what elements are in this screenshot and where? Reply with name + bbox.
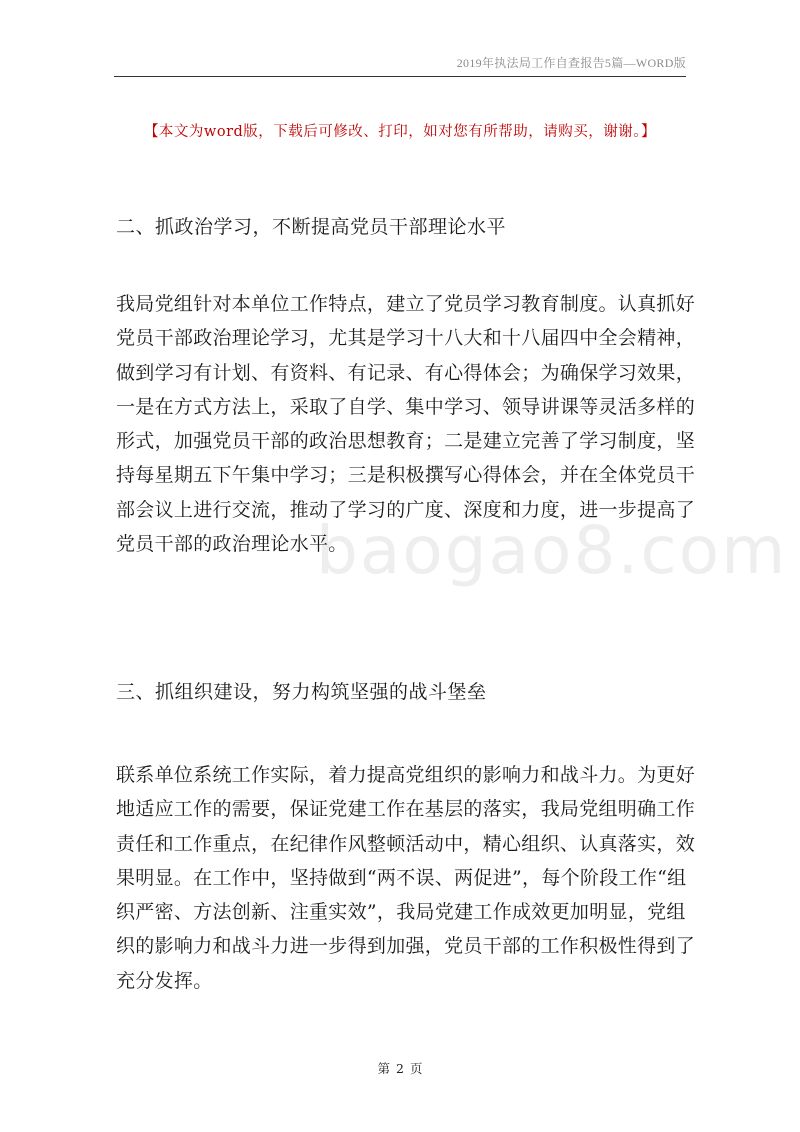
paragraph-line: 联系单位系统工作实际，着力提高党组织的影响力和战斗力。为更好: [116, 764, 696, 786]
paragraph-line: 部会议上进行交流，推动了学习的广度、深度和力度，进一步提高了: [116, 498, 696, 521]
word-version-notice: 【本文为word版，下载后可修改、打印，如对您有所帮助，请购买，谢谢。】: [143, 124, 657, 140]
section-heading: 三、抓组织建设，努力构筑坚强的战斗堡垒: [116, 681, 487, 703]
page-number-suffix: 页: [409, 1061, 423, 1076]
page-footer: [0, 1059, 800, 1077]
page-number: 2: [396, 1061, 404, 1076]
paragraph-line: 做到学习有计划、有资料、有记录、有心得体会；为确保学习效果，: [116, 361, 696, 384]
paragraph-line: 果明显。在工作中，坚持做到“两不误、两促进”，每个阶段工作“组: [116, 866, 687, 889]
paragraph-line: 持每星期五下午集中学习；三是积极撰写心得体会，并在全体党员干: [116, 464, 696, 487]
page-number-prefix: 第: [377, 1061, 391, 1076]
header-title: 2019年执法局工作自查报告5篇—WORD版: [456, 56, 686, 70]
paragraph-line: 充分发挥。: [116, 969, 213, 992]
paragraph-line: 责任和工作重点，在纪律作风整顿活动中，精心组织、认真落实，效: [116, 832, 696, 855]
paragraph-line: 地适应工作的需要，保证党建工作在基层的落实，我局党组明确工作: [116, 798, 696, 821]
paragraph-line: 一是在方式方法上，采取了自学、集中学习、领导讲课等灵活多样的: [116, 395, 696, 418]
section-paragraph: [116, 287, 696, 561]
watermark-text: baogao8.com: [316, 512, 788, 589]
paragraph-line: 形式，加强党员干部的政治思想教育；二是建立完善了学习制度，坚: [116, 430, 696, 453]
paragraph-line: 我局党组针对本单位工作特点，建立了党员学习教育制度。认真抓好: [116, 293, 696, 315]
paragraph-line: 织严密、方法创新、注重实效”，我局党建工作成效更加明显，党组: [116, 901, 686, 924]
paragraph-line: 党员干部政治理论学习，尤其是学习十八大和十八届四中全会精神，: [116, 327, 696, 350]
header-divider: [114, 76, 686, 77]
paragraph-line: 织的影响力和战斗力进一步得到加强，党员干部的工作积极性得到了: [116, 935, 696, 958]
paragraph-line: 党员干部的政治理论水平。: [116, 533, 348, 556]
section-heading: 二、抓政治学习，不断提高党员干部理论水平: [116, 216, 507, 238]
section-paragraph: [116, 758, 696, 998]
